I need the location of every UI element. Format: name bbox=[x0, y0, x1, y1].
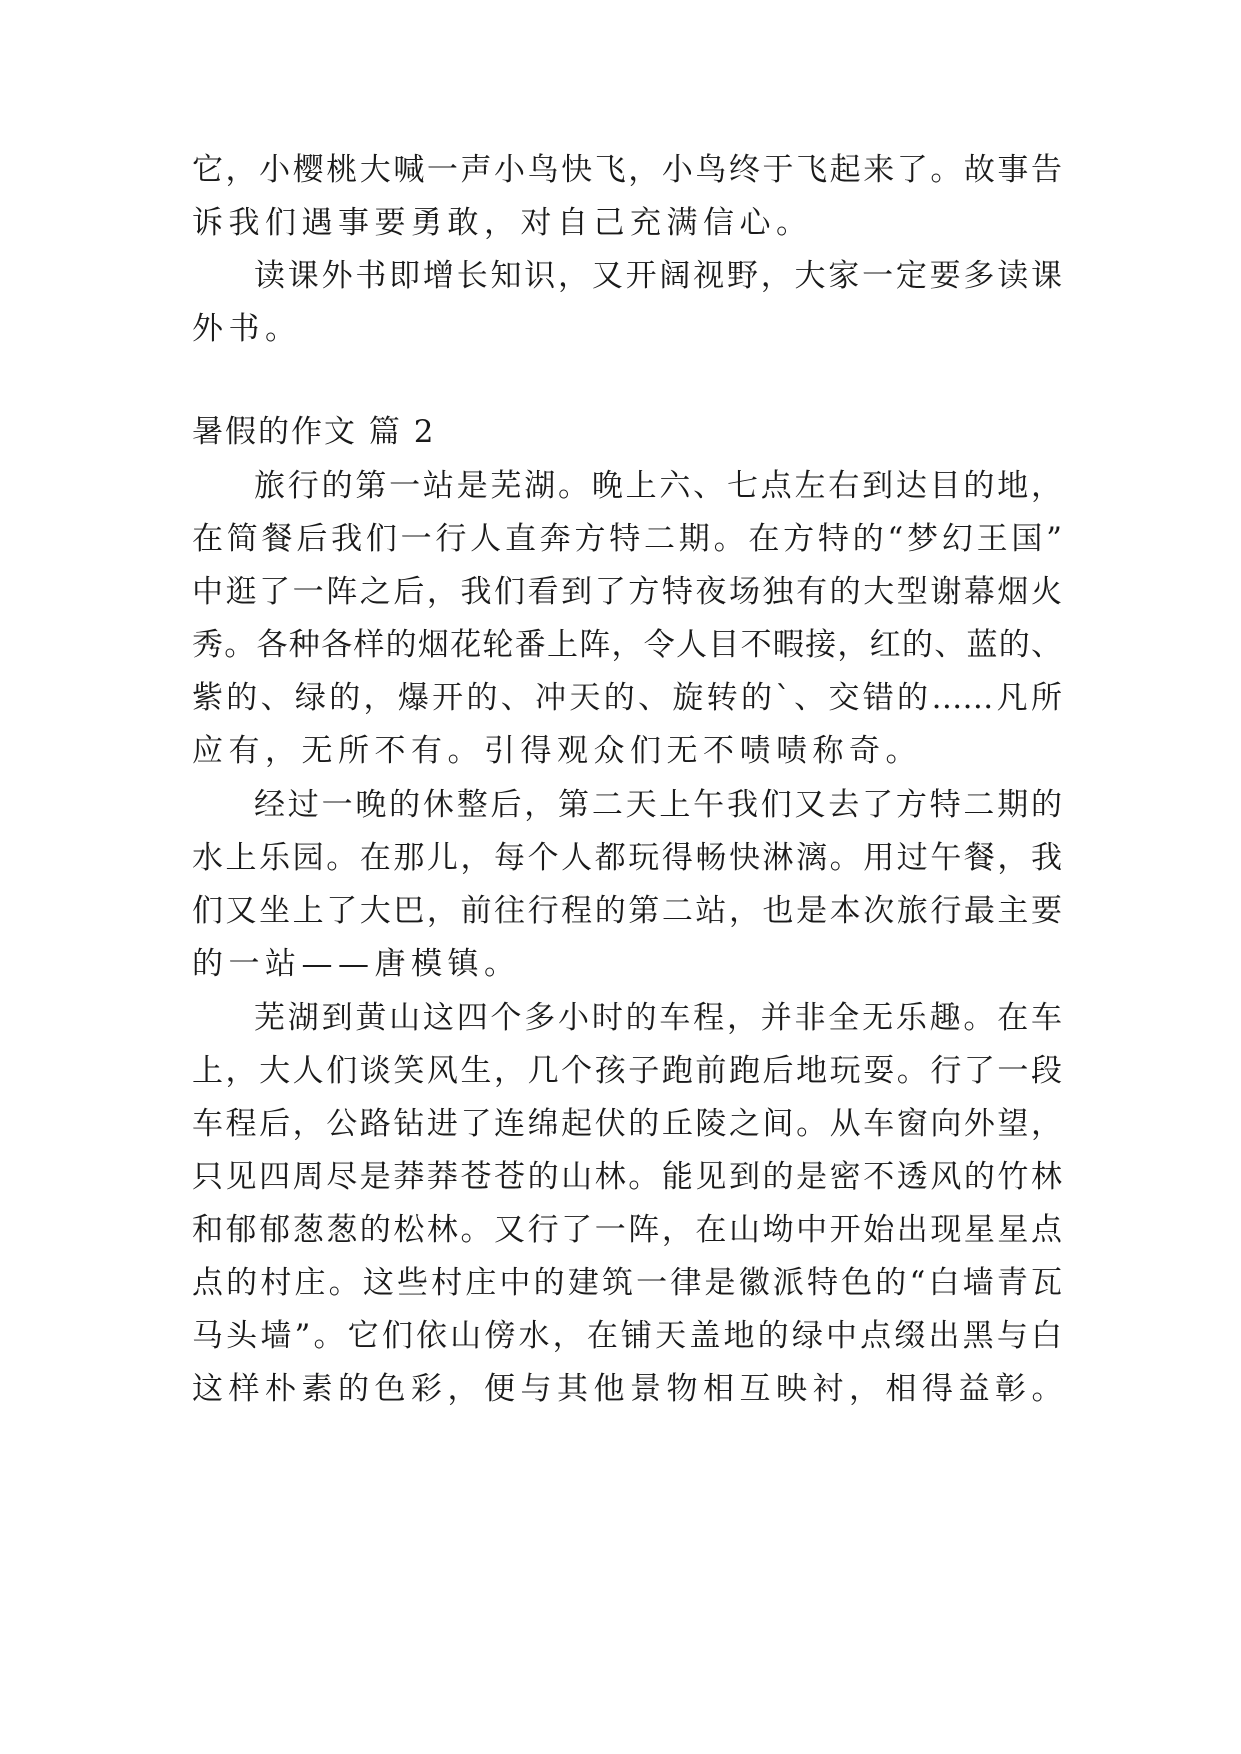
text-line: 读课外书即增长知识，又开阔视野，大家一定要多读课 bbox=[254, 258, 1062, 294]
text-line: 车程后，公路钻进了连绵起伏的丘陵之间。从车窗向外望， bbox=[192, 1106, 1062, 1142]
text-line: 和郁郁葱葱的松林。又行了一阵，在山坳中开始出现星星点 bbox=[192, 1212, 1062, 1248]
text-line: 紫的、绿的，爆开的、冲天的、旋转的`、交错的……凡所 bbox=[192, 680, 1062, 716]
text-line: 中逛了一阵之后，我们看到了方特夜场独有的大型谢幕烟火 bbox=[192, 574, 1062, 610]
text-line: 这样朴素的色彩，便与其他景物相互映衬，相得益彰。 bbox=[192, 1371, 1068, 1407]
text-line: 上，大人们谈笑风生，几个孩子跑前跑后地玩耍。行了一段 bbox=[192, 1053, 1062, 1089]
text-line: 们又坐上了大巴，前往行程的第二站，也是本次旅行最主要 bbox=[192, 893, 1062, 929]
text-line: 诉我们遇事要勇敢，对自己充满信心。 bbox=[192, 205, 813, 241]
text-line: 经过一晚的休整后，第二天上午我们又去了方特二期的 bbox=[254, 787, 1062, 823]
text-line: 的一站——唐模镇。 bbox=[192, 946, 521, 982]
text-line: 秀。各种各样的烟花轮番上阵，令人目不暇接，红的、蓝的、 bbox=[192, 627, 1062, 663]
text-line: 应有，无所不有。引得观众们无不啧啧称奇。 bbox=[192, 733, 922, 769]
text-line: 只见四周尽是莽莽苍苍的山林。能见到的是密不透风的竹林 bbox=[192, 1159, 1062, 1195]
text-line: 在简餐后我们一行人直奔方特二期。在方特的“梦幻王国” bbox=[192, 521, 1062, 557]
text-line: 旅行的第一站是芜湖。晚上六、七点左右到达目的地， bbox=[254, 468, 1062, 504]
text-line: 点的村庄。这些村庄中的建筑一律是徽派特色的“白墙青瓦 bbox=[192, 1265, 1062, 1301]
text-line: 水上乐园。在那儿，每个人都玩得畅快淋漓。用过午餐，我 bbox=[192, 840, 1062, 876]
text-line: 外书。 bbox=[192, 311, 302, 347]
text-line: 它，小樱桃大喊一声小鸟快飞，小鸟终于飞起来了。故事告 bbox=[192, 152, 1062, 188]
text-line: 芜湖到黄山这四个多小时的车程，并非全无乐趣。在车 bbox=[254, 1000, 1062, 1036]
section-title: 暑假的作文 篇 2 bbox=[192, 414, 436, 450]
text-line: 马头墙”。它们依山傍水，在铺天盖地的绿中点缀出黑与白 bbox=[192, 1318, 1062, 1354]
